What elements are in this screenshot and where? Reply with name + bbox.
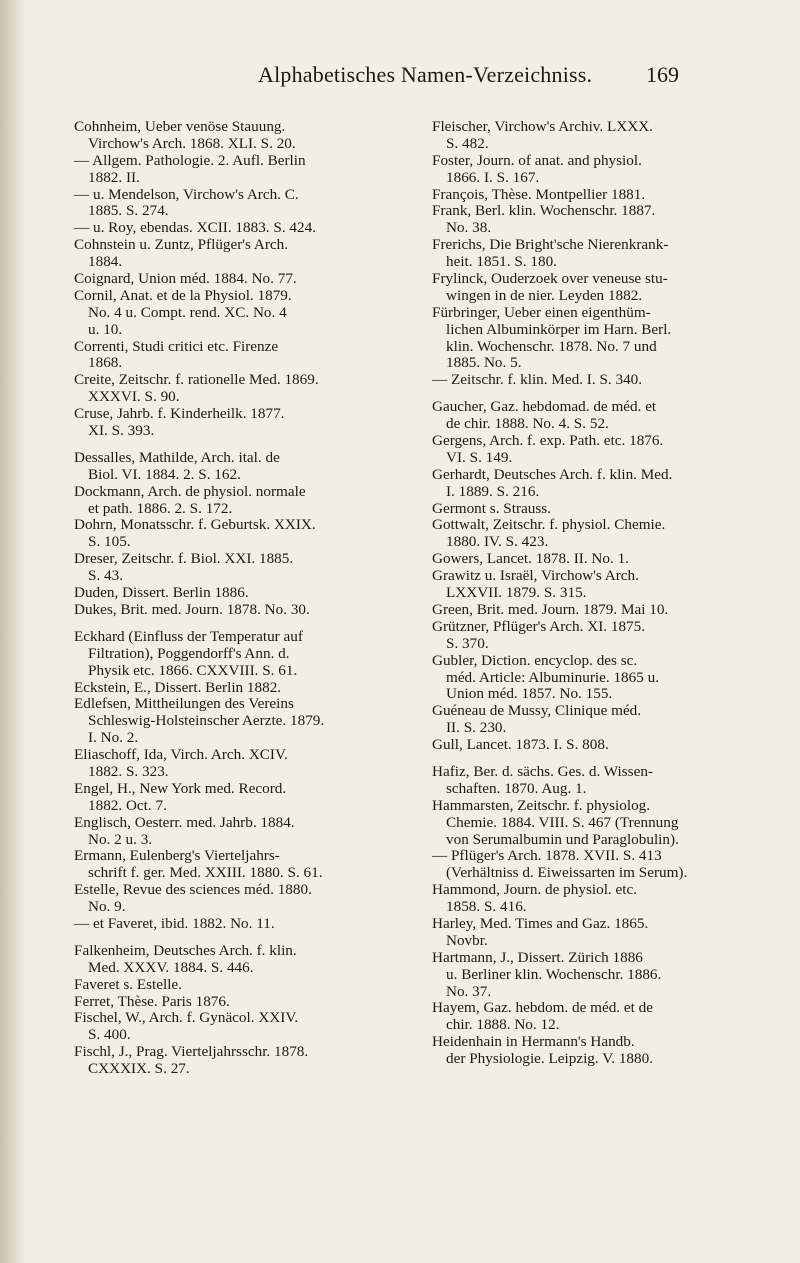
index-line: Engel, H., New York med. Record. (74, 779, 287, 797)
index-line: Gubler, Diction. encyclop. des sc. (432, 651, 638, 669)
index-line: No. 38. (446, 219, 492, 237)
index-line: 1882. S. 323. (88, 762, 169, 780)
index-line: 1868. (88, 354, 123, 372)
index-line: Frank, Berl. klin. Wochenschr. 1887. (432, 202, 656, 220)
index-line: Schleswig-Holsteinscher Aerzte. 1879. (88, 712, 325, 730)
index-line: 1866. I. S. 167. (446, 168, 540, 186)
index-line: Union méd. 1857. No. 155. (446, 685, 613, 703)
index-line: u. Berliner klin. Wochenschr. 1886. (446, 965, 662, 983)
index-line: Grützner, Pflüger's Arch. XI. 1875. (432, 617, 646, 635)
index-line: — Allgem. Pathologie. 2. Aufl. Berlin (74, 151, 306, 169)
index-line: No. 2 u. 3. (88, 830, 153, 848)
index-line: Edlefsen, Mittheilungen des Vereins (74, 695, 294, 713)
index-line: Dreser, Zeitschr. f. Biol. XXI. 1885. (74, 550, 294, 568)
index-line: de chir. 1888. No. 4. S. 52. (446, 415, 609, 433)
index-line: S. 43. (88, 567, 124, 585)
index-line: Heidenhain in Hermann's Handb. (432, 1033, 635, 1051)
index-line: Fleischer, Virchow's Archiv. LXXX. (432, 118, 653, 135)
index-line: — u. Roy, ebendas. XCII. 1883. S. 424. (74, 219, 316, 237)
index-line: Germont s. Strauss. (432, 499, 551, 517)
index-line: chir. 1888. No. 12. (446, 1016, 560, 1034)
index-line: Gaucher, Gaz. hebdomad. de méd. et (432, 398, 657, 416)
index-line: wingen in de nier. Leyden 1882. (446, 286, 643, 304)
index-line: S. 105. (88, 533, 131, 551)
index-line: XXXVI. S. 90. (88, 388, 180, 406)
index-line: klin. Wochenschr. 1878. No. 7 und (446, 337, 657, 355)
index-line: — Zeitschr. f. klin. Med. I. S. 340. (432, 371, 643, 389)
index-line: VI. S. 149. (446, 448, 513, 466)
index-line: Grawitz u. Israël, Virchow's Arch. (432, 567, 639, 585)
index-line: Eckhard (Einfluss der Temperatur auf (74, 627, 303, 645)
index-line: von Serumalbumin und Paraglobulin). (446, 830, 679, 848)
index-line: der Physiologie. Leipzig. V. 1880. (446, 1050, 653, 1068)
index-line: XI. S. 393. (88, 422, 155, 440)
index-line: Guéneau de Mussy, Clinique méd. (432, 702, 642, 720)
index-line: 1858. S. 416. (446, 898, 527, 916)
index-line: S. 482. (446, 134, 489, 152)
index-line: schrift f. ger. Med. XXIII. 1880. S. 61. (88, 864, 323, 882)
index-line: Chemie. 1884. VIII. S. 467 (Trennung (446, 813, 679, 831)
index-line: Eckstein, E., Dissert. Berlin 1882. (74, 678, 282, 696)
index-line: Cruse, Jahrb. f. Kinderheilk. 1877. (74, 405, 285, 423)
index-line: Filtration), Poggendorff's Ann. d. (88, 644, 290, 662)
index-line: I. No. 2. (88, 729, 139, 747)
index-line: Faveret s. Estelle. (74, 975, 182, 993)
index-line: Gottwalt, Zeitschr. f. physiol. Chemie. (432, 516, 666, 534)
index-line: Creite, Zeitschr. f. rationelle Med. 1869. (74, 371, 319, 389)
index-line: Fürbringer, Ueber einen eigenthüm- (432, 303, 651, 321)
index-line: Hammond, Journ. de physiol. etc. (432, 881, 638, 899)
page-edge-shadow (0, 0, 26, 1263)
index-line: Med. XXXV. 1884. S. 446. (88, 958, 254, 976)
index-line: I. 1889. S. 216. (446, 482, 540, 500)
index-line: méd. Article: Albuminurie. 1865 u. (446, 668, 660, 686)
index-line: — u. Mendelson, Virchow's Arch. C. (74, 185, 299, 203)
index-line: schaften. 1870. Aug. 1. (446, 779, 587, 797)
index-line: Falkenheim, Deutsches Arch. f. klin. (74, 941, 297, 959)
index-line: Gowers, Lancet. 1878. II. No. 1. (432, 550, 629, 568)
index-line: Gerhardt, Deutsches Arch. f. klin. Med. (432, 465, 673, 483)
page-header (0, 62, 800, 92)
index-line: CXXXIX. S. 27. (88, 1060, 190, 1078)
index-line: Harley, Med. Times and Gaz. 1865. (432, 914, 649, 932)
index-line: Cornil, Anat. et de la Physiol. 1879. (74, 286, 292, 304)
index-line: 1882. Oct. 7. (88, 796, 167, 814)
index-line: Frylinck, Ouderzoek over veneuse stu- (432, 270, 668, 288)
index-line: 1885. S. 274. (88, 202, 169, 220)
index-line: heit. 1851. S. 180. (446, 253, 557, 271)
index-line: Dessalles, Mathilde, Arch. ital. de (74, 448, 280, 466)
index-line: 1880. IV. S. 423. (446, 533, 549, 551)
index-line: Hartmann, J., Dissert. Zürich 1886 (432, 948, 643, 966)
index-line: Hafiz, Ber. d. sächs. Ges. d. Wissen- (432, 762, 653, 780)
index-line: Physik etc. 1866. CXXVIII. S. 61. (88, 661, 298, 679)
index-line: Biol. VI. 1884. 2. S. 162. (88, 465, 241, 483)
index-line: et path. 1886. 2. S. 172. (88, 499, 233, 517)
index-line: Fischel, W., Arch. f. Gynäcol. XXIV. (74, 1009, 299, 1027)
index-line: 1882. II. (88, 168, 140, 186)
index-line: S. 370. (446, 634, 489, 652)
index-line: Eliaschoff, Ida, Virch. Arch. XCIV. (74, 746, 288, 764)
index-line: Cohnheim, Ueber venöse Stauung. (74, 118, 286, 135)
index-line: Novbr. (446, 931, 488, 949)
index-line: Hayem, Gaz. hebdom. de méd. et de (432, 999, 653, 1017)
index-line: — Pflüger's Arch. 1878. XVII. S. 413 (432, 847, 662, 865)
index-line: Ermann, Eulenberg's Vierteljahrs- (74, 847, 280, 865)
index-line: S. 400. (88, 1026, 131, 1044)
index-line: Hammarsten, Zeitschr. f. physiolog. (432, 796, 651, 814)
index-line: Englisch, Oesterr. med. Jahrb. 1884. (74, 813, 295, 831)
index-line: No. 9. (88, 898, 126, 916)
index-line: u. 10. (88, 320, 123, 338)
index-line: LXXVII. 1879. S. 315. (446, 584, 587, 602)
index-column-left (74, 119, 420, 1078)
index-line: Correnti, Studi critici etc. Firenze (74, 337, 279, 355)
index-line: No. 37. (446, 982, 492, 1000)
index-line: Duden, Dissert. Berlin 1886. (74, 584, 249, 602)
index-line: Ferret, Thèse. Paris 1876. (74, 992, 230, 1010)
index-line: Gull, Lancet. 1873. I. S. 808. (432, 736, 609, 754)
index-line: François, Thèse. Montpellier 1881. (432, 185, 646, 203)
index-line: lichen Albuminkörper im Harn. Berl. (446, 320, 672, 338)
header-title: Alphabetisches Namen-Verzeichniss. (258, 62, 593, 87)
index-line: 1885. No. 5. (446, 354, 522, 372)
index-line: II. S. 230. (446, 719, 507, 737)
index-line: Coignard, Union méd. 1884. No. 77. (74, 270, 297, 288)
index-line: No. 4 u. Compt. rend. XC. No. 4 (88, 303, 287, 321)
page-number: 169 (646, 62, 679, 87)
index-line: Virchow's Arch. 1868. XLI. S. 20. (88, 134, 296, 152)
index-line: Cohnstein u. Zuntz, Pflüger's Arch. (74, 236, 289, 254)
index-line: Gergens, Arch. f. exp. Path. etc. 1876. (432, 432, 664, 450)
index-line: Dukes, Brit. med. Journ. 1878. No. 30. (74, 600, 310, 618)
index-line: Dockmann, Arch. de physiol. normale (74, 482, 306, 500)
index-line: Estelle, Revue des sciences méd. 1880. (74, 881, 312, 899)
index-column-right (432, 119, 777, 1068)
index-line: Foster, Journ. of anat. and physiol. (432, 151, 642, 169)
index-line: (Verhältniss d. Eiweissarten im Serum). (446, 864, 688, 882)
index-line: 1884. (88, 253, 123, 271)
index-line: Fischl, J., Prag. Vierteljahrsschr. 1878. (74, 1043, 309, 1061)
index-line: Dohrn, Monatsschr. f. Geburtsk. XXIX. (74, 516, 316, 534)
index-line: Frerichs, Die Bright'sche Nierenkrank- (432, 236, 669, 254)
index-line: Green, Brit. med. Journ. 1879. Mai 10. (432, 600, 669, 618)
index-line: — et Faveret, ibid. 1882. No. 11. (74, 914, 275, 932)
